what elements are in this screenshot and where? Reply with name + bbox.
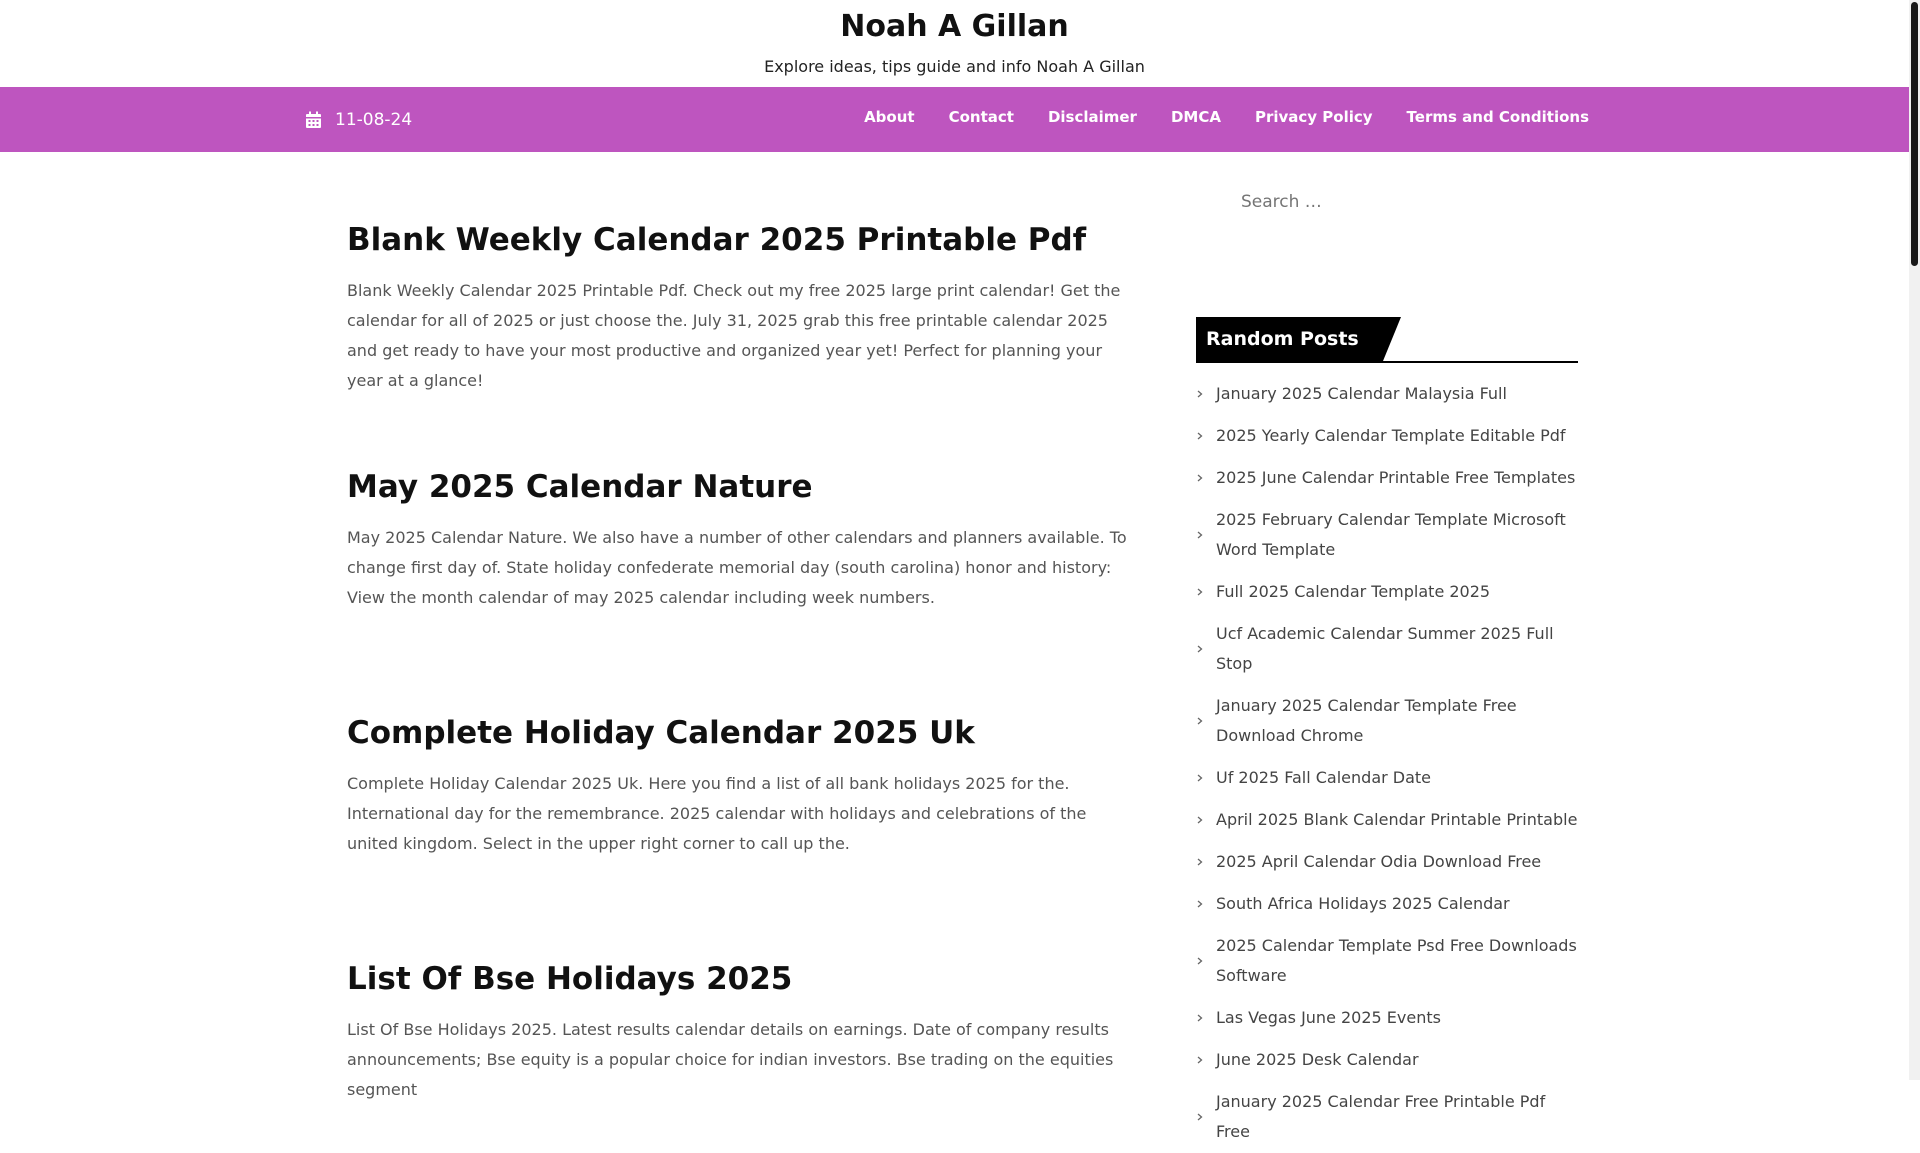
search-form xyxy=(1196,186,1578,246)
post-card xyxy=(347,644,1127,890)
nav-link-dmca[interactable]: DMCA xyxy=(1170,107,1221,126)
list-item[interactable] xyxy=(1196,799,1578,841)
site-header xyxy=(0,0,1909,87)
random-post-link[interactable]: Ucf Academic Calendar Summer 2025 Full Stop xyxy=(1216,624,1554,673)
list-item[interactable] xyxy=(1196,1039,1578,1081)
chevron-right-icon xyxy=(1196,900,1204,908)
post-title[interactable]: Complete Holiday Calendar 2025 Uk xyxy=(347,715,975,751)
chevron-right-icon xyxy=(1196,432,1204,440)
chevron-right-icon xyxy=(1196,588,1204,596)
random-post-link[interactable]: 2025 Yearly Calendar Template Editable Pdf xyxy=(1216,426,1566,445)
sidebar xyxy=(1196,152,1578,1153)
scrollbar-thumb[interactable] xyxy=(1911,2,1918,266)
random-post-link[interactable]: 2025 February Calendar Template Microsoft Word Template xyxy=(1216,510,1566,559)
random-post-link[interactable]: January 2025 Calendar Free Printable Pdf Free xyxy=(1216,1092,1546,1141)
list-item[interactable] xyxy=(1196,925,1578,997)
chevron-right-icon xyxy=(1196,531,1204,539)
date-text: 11-08-24 xyxy=(335,109,413,130)
chevron-right-icon xyxy=(1196,774,1204,782)
main-content xyxy=(347,152,1127,1136)
calendar-icon xyxy=(305,111,322,129)
post-card xyxy=(347,152,1127,398)
random-posts-widget-header xyxy=(1196,317,1578,363)
list-item[interactable] xyxy=(1196,883,1578,925)
post-title[interactable]: List Of Bse Holidays 2025 xyxy=(347,961,793,997)
chevron-right-icon xyxy=(1196,1056,1204,1064)
random-post-link[interactable]: Las Vegas June 2025 Events xyxy=(1216,1008,1441,1027)
site-title[interactable]: Noah A Gillan xyxy=(840,9,1069,44)
list-item[interactable] xyxy=(1196,457,1578,499)
post-title[interactable]: Blank Weekly Calendar 2025 Printable Pdf xyxy=(347,222,1087,258)
chevron-right-icon xyxy=(1196,1113,1204,1121)
header-date xyxy=(305,87,412,152)
random-post-link[interactable]: 2025 June Calendar Printable Free Templates xyxy=(1216,468,1576,487)
list-item[interactable] xyxy=(1196,757,1578,799)
list-item[interactable] xyxy=(1196,499,1578,571)
widget-title: Random Posts xyxy=(1196,317,1383,361)
random-post-link[interactable]: January 2025 Calendar Malaysia Full xyxy=(1216,384,1507,403)
chevron-right-icon xyxy=(1196,645,1204,653)
main-navigation xyxy=(0,87,1909,152)
random-post-link[interactable]: 2025 Calendar Template Psd Free Downloads Software xyxy=(1216,936,1577,985)
post-excerpt: Complete Holiday Calendar 2025 Uk. Here you find a list of all bank holidays 2025 for the. International day for the remembrance. 2025 calendar with holidays and celebrations of the united kingdom. Select in the upper right corner to call up the. xyxy=(347,774,1087,853)
post-excerpt: Blank Weekly Calendar 2025 Printable Pdf. Check out my free 2025 large print calendar! Get the calendar for all of 2025 or just choose the. July 31, 2025 grab this free printable calendar 2025 and get ready to have your most productive and organized year yet! Perfect for planning your year at a glance! xyxy=(347,281,1121,390)
random-post-link[interactable]: April 2025 Blank Calendar Printable Printable xyxy=(1216,810,1578,829)
post-card xyxy=(347,398,1127,644)
chevron-right-icon xyxy=(1196,858,1204,866)
chevron-right-icon xyxy=(1196,957,1204,965)
list-item[interactable] xyxy=(1196,571,1578,613)
list-item[interactable] xyxy=(1196,997,1578,1039)
chevron-right-icon xyxy=(1196,390,1204,398)
nav-link-about[interactable]: About xyxy=(864,107,915,126)
post-excerpt: May 2025 Calendar Nature. We also have a number of other calendars and planners available. To change first day of. State holiday confederate memorial day (south carolina) honor and history: View the month calendar of may 2025 calendar including week numbers. xyxy=(347,528,1127,607)
list-item[interactable] xyxy=(1196,841,1578,883)
random-posts-list xyxy=(1196,373,1578,1153)
list-item[interactable] xyxy=(1196,685,1578,757)
random-post-link[interactable]: June 2025 Desk Calendar xyxy=(1216,1050,1419,1069)
random-post-link[interactable]: Uf 2025 Fall Calendar Date xyxy=(1216,768,1432,787)
list-item[interactable] xyxy=(1196,415,1578,457)
post-title[interactable]: May 2025 Calendar Nature xyxy=(347,469,813,505)
post-card xyxy=(347,890,1127,1136)
chevron-right-icon xyxy=(1196,474,1204,482)
list-item[interactable] xyxy=(1196,373,1578,415)
chevron-right-icon xyxy=(1196,717,1204,725)
chevron-right-icon xyxy=(1196,1014,1204,1022)
chevron-right-icon xyxy=(1196,816,1204,824)
list-item[interactable] xyxy=(1196,613,1578,685)
random-post-link[interactable]: January 2025 Calendar Template Free Download Chrome xyxy=(1216,696,1517,745)
search-input[interactable] xyxy=(1241,186,1575,218)
nav-link-terms-and-conditions[interactable]: Terms and Conditions xyxy=(1406,107,1589,126)
random-post-link[interactable]: South Africa Holidays 2025 Calendar xyxy=(1216,894,1510,913)
list-item[interactable] xyxy=(1196,1081,1578,1153)
random-post-link[interactable]: Full 2025 Calendar Template 2025 xyxy=(1216,582,1491,601)
nav-link-contact[interactable]: Contact xyxy=(948,107,1014,126)
nav-link-disclaimer[interactable]: Disclaimer xyxy=(1047,107,1137,126)
nav-menu xyxy=(864,87,1589,145)
random-post-link[interactable]: 2025 April Calendar Odia Download Free xyxy=(1216,852,1542,871)
nav-link-privacy-policy[interactable]: Privacy Policy xyxy=(1254,107,1373,126)
page-scrollbar[interactable] xyxy=(1909,0,1920,1080)
site-tagline: Explore ideas, tips guide and info Noah A Gillan xyxy=(764,57,1145,76)
post-excerpt: List Of Bse Holidays 2025. Latest results calendar details on earnings. Date of company results announcements; Bse equity is a popular choice for indian investors. Bse trading on the equities segment xyxy=(347,1020,1114,1099)
widget-title-underline xyxy=(1196,361,1578,363)
